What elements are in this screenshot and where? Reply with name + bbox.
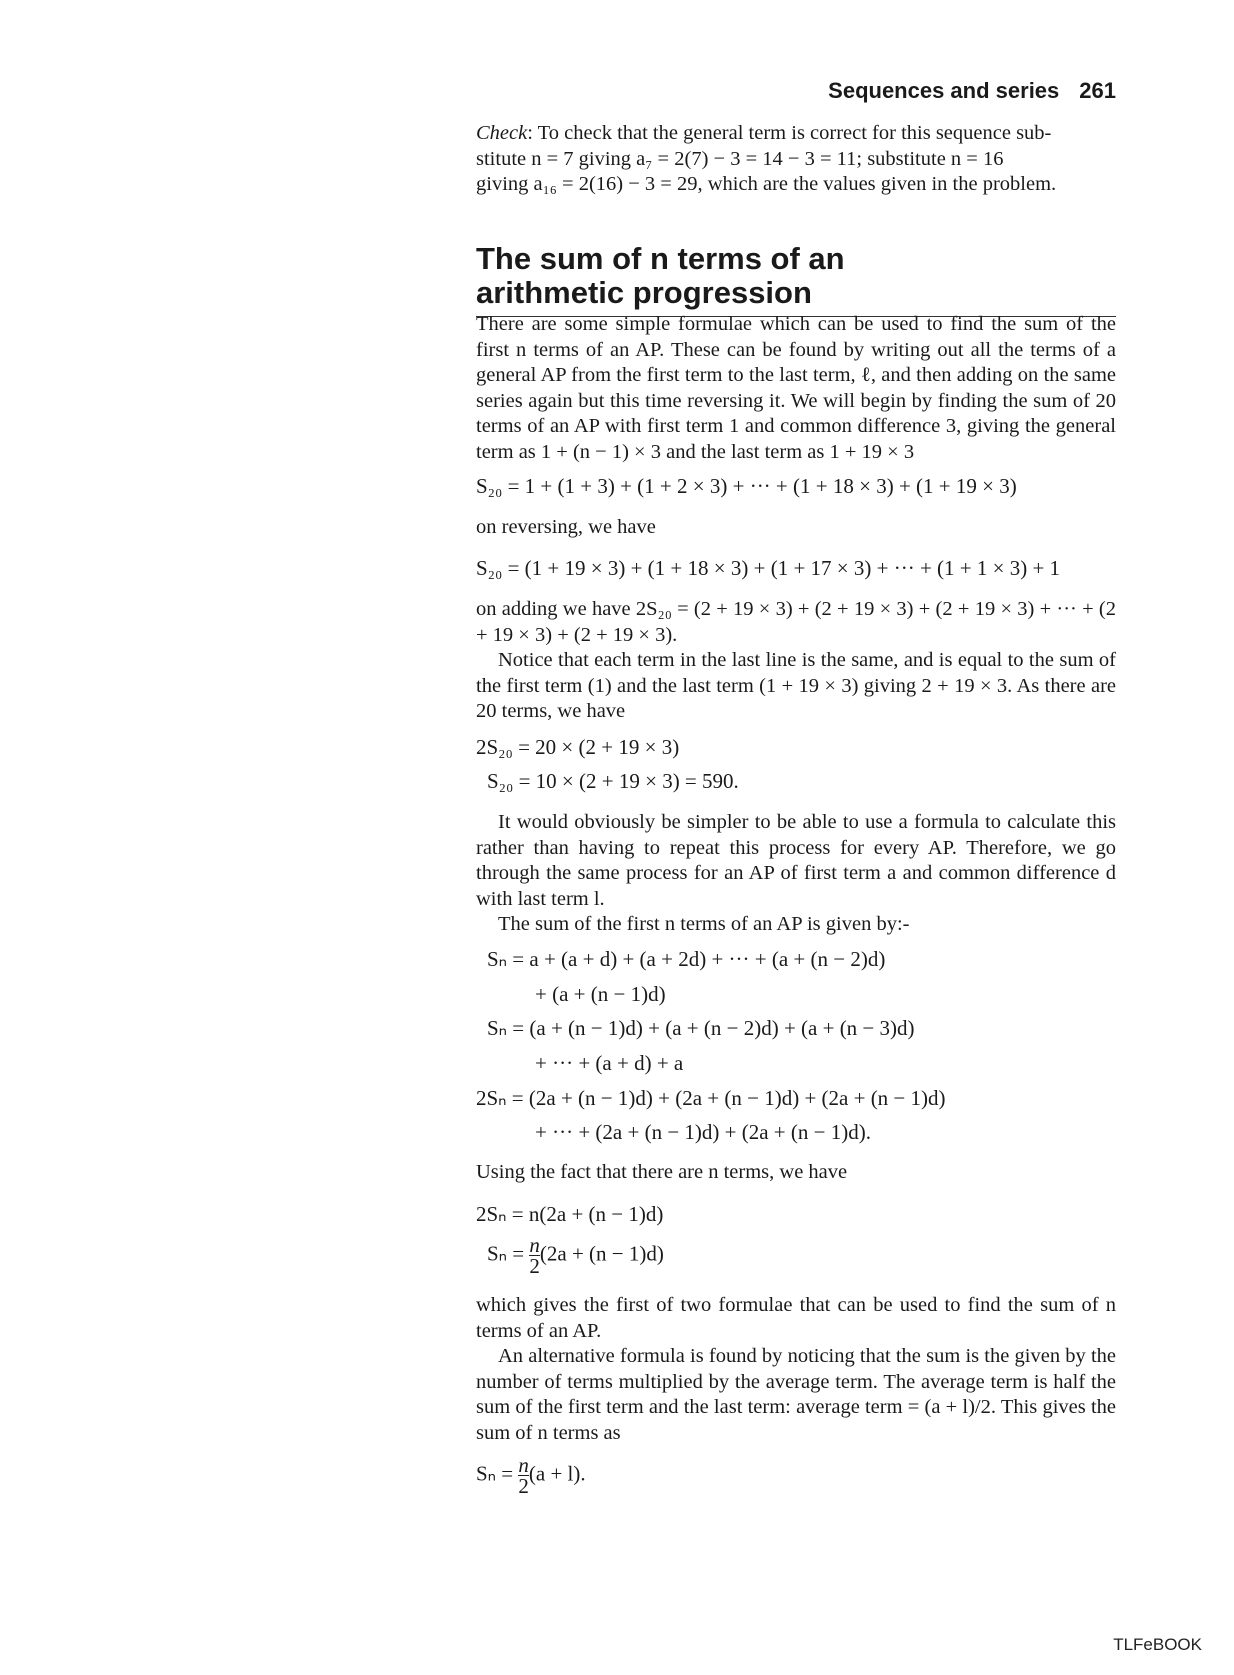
derivation-line-3: Sₙ = (a + (n − 1)d) + (a + (n − 2)d) + (a + (n − 3)d) (487, 1016, 915, 1040)
adding-text: on adding we have 2S₂₀ = (2 + 19 × 3) + (2 + 19 × 3) + (2 + 19 × 3) + ··· + (2 + 19 × 3) + (2 + 19 × 3). (476, 598, 1116, 646)
derivation-line-6: + ··· + (2a + (n − 1)d) + (2a + (n − 1)d). (535, 1120, 871, 1144)
simpler-text: It would obviously be simpler to be able to use a formula to calculate this rather than having to repeat this process for every AP. Therefore, we go through the same process for an AP of first term a and common difference d with last term l. (476, 811, 1116, 910)
check-label: Check (476, 122, 528, 144)
equation-s20-result: S₂₀ = 10 × (2 + 19 × 3) = 590. (487, 769, 739, 793)
alternative-text: An alternative formula is found by noticing that the sum is the given by the number of terms multiplied by the average term. The average term is half the sum of the first term and the last term: average term = (a + l)/2. This gives the sum of n terms as (476, 1345, 1116, 1444)
equation-2s20: 2S₂₀ = 20 × (2 + 19 × 3) (476, 735, 680, 759)
sn1-denominator: 2 (529, 1254, 540, 1278)
section-heading (476, 242, 1116, 317)
derivation-line-4: + ··· + (a + d) + a (535, 1051, 684, 1075)
adding-paragraph (476, 597, 1116, 725)
heading-line-1: The sum of n terms of an (476, 241, 845, 276)
running-header (828, 78, 1116, 104)
closing-paragraphs (476, 1293, 1116, 1447)
reversing-line (476, 515, 1116, 541)
sn1-fraction (529, 1235, 540, 1276)
derivation-line-2: + (a + (n − 1)d) (535, 982, 666, 1006)
check-line-1: : To check that the general term is correct for this sequence sub- (527, 122, 1052, 144)
section-title: Sequences and series (828, 78, 1060, 103)
simpler-paragraph (476, 810, 1116, 938)
derivation-line-5: 2Sₙ = (2a + (n − 1)d) + (2a + (n − 1)d) + (2a + (n − 1)d) (476, 1086, 946, 1110)
sn2-numerator: n (518, 1453, 529, 1477)
check-paragraph (476, 121, 1116, 198)
using-fact-line (476, 1160, 1116, 1186)
equation-2sn: 2Sₙ = n(2a + (n − 1)d) (476, 1202, 664, 1226)
page-number: 261 (1079, 78, 1116, 103)
check-line-3: giving a₁₆ = 2(16) − 3 = 29, which are the values given in the problem. (476, 173, 1057, 196)
reversing-text: on reversing, we have (476, 516, 656, 538)
intro-text: There are some simple formulae which can be used to find the sum of the first n terms of an AP. These can be found by writing out all the terms of a general AP from the first term to the last term, ℓ, and then adding on the same series again but this time reversing it. We will begin by finding the sum of 20 terms of an AP with first term 1 and common difference 3, giving the general term as 1 + (n − 1) × 3 and the last term as 1 + 19 × 3 (476, 313, 1116, 463)
using-fact-text: Using the fact that there are n terms, we have (476, 1161, 848, 1183)
notice-text: Notice that each term in the last line is the same, and is equal to the sum of the first term (1) and the last term (1 + 19 × 3) giving 2 + 19 × 3. As there are 20 terms, we have (476, 649, 1116, 723)
sn1-lhs: Sₙ = (487, 1241, 525, 1266)
sn1-numerator: n (529, 1233, 540, 1257)
sn2-lhs: Sₙ = (476, 1461, 514, 1486)
sum-given-text: The sum of the first n terms of an AP is given by:- (498, 913, 910, 936)
equation-sn-formula-2 (476, 1455, 586, 1496)
sn2-denominator: 2 (518, 1474, 529, 1498)
watermark: TLFeBOOK (1113, 1635, 1202, 1654)
equation-s20-reverse: S₂₀ = (1 + 19 × 3) + (1 + 18 × 3) + (1 + 17 × 3) + ··· + (1 + 1 × 3) + 1 (476, 556, 1061, 580)
which-gives-text: which gives the first of two formulae that can be used to find the sum of n terms of an AP. (476, 1294, 1116, 1342)
sn2-rhs: (a + l). (528, 1461, 586, 1486)
sn1-rhs: (2a + (n − 1)d) (539, 1241, 664, 1266)
sn2-fraction (518, 1455, 529, 1496)
heading-line-2: arithmetic progression (476, 275, 812, 310)
equation-s20-forward: S₂₀ = 1 + (1 + 3) + (1 + 2 × 3) + ··· + (1 + 18 × 3) + (1 + 19 × 3) (476, 474, 1017, 498)
equation-sn-formula-1 (487, 1235, 664, 1276)
derivation-line-1: Sₙ = a + (a + d) + (a + 2d) + ··· + (a + (n − 2)d) (487, 947, 886, 971)
check-line-2: stitute n = 7 giving a₇ = 2(7) − 3 = 14 − 3 = 11; substitute n = 16 (476, 147, 1004, 170)
intro-paragraph (476, 312, 1116, 466)
